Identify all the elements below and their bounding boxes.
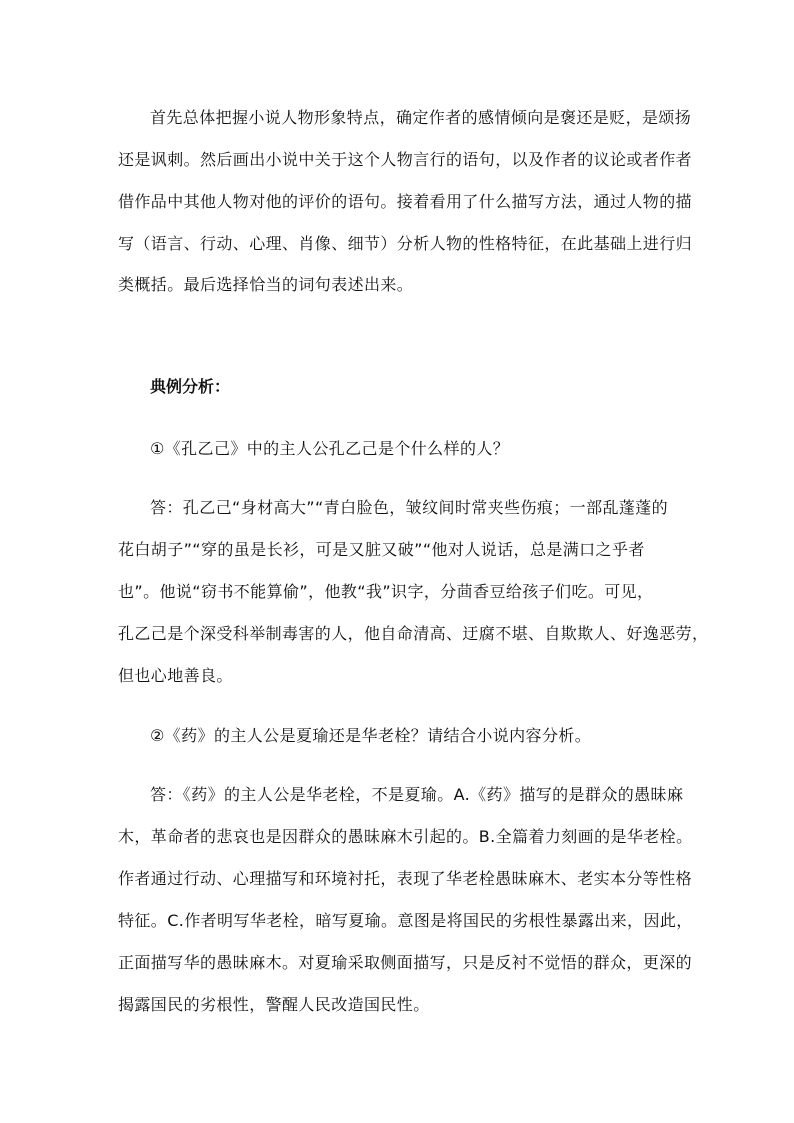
question-2: ②《药》的主人公是夏瑜还是华老栓？请结合小说内容分析。 xyxy=(150,726,592,745)
question-1: ①《孔乙己》中的主人公孔乙己是个什么样的人？ xyxy=(150,439,510,458)
intro-line: 写（语言、行动、心理、肖像、细节）分析人物的性格特征，在此基础上进行归 xyxy=(118,234,693,253)
answer-1-line: 答：孔乙己“身材高大”“青白脸色，皱纹间时常夹些伤痕；一部乱蓬蓬的 xyxy=(150,498,669,517)
intro-line: 还是讽刺。然后画出小说中关于这个人物言行的语句，以及作者的议论或者作者 xyxy=(118,150,693,169)
answer-1-line: 但也心地善良。 xyxy=(118,666,233,685)
answer-2-line: 正面描写华的愚昧麻木。对夏瑜采取侧面描写，只是反衬不觉悟的群众，更深的 xyxy=(118,953,693,972)
answer-2-line: 揭露国民的劣根性，警醒人民改造国民性。 xyxy=(118,995,430,1014)
answer-1-line: 孔乙己是个深受科举制毒害的人，他自命清高、迂腐不堪、自欺欺人、好逸恶劳， xyxy=(118,624,709,643)
answer-1-line: 花白胡子”“穿的虽是长衫，可是又脏又破”“他对人说话，总是满口之乎者 xyxy=(118,540,645,559)
answer-2-line: 特征。C.作者明写华老栓，暗写夏瑜。意图是将国民的劣根性暴露出来，因此， xyxy=(118,911,693,930)
answer-2-line: 木，革命者的悲哀也是因群众的愚昧麻木引起的。B.全篇着力刻画的是华老栓。 xyxy=(118,827,693,846)
section-heading: 典例分析： xyxy=(150,377,231,396)
intro-line: 类概括。最后选择恰当的词句表述出来。 xyxy=(118,275,414,294)
intro-line: 首先总体把握小说人物形象特点，确定作者的感情倾向是褒还是贬，是颂扬 xyxy=(150,108,692,127)
answer-2-line: 作者通过行动、心理描写和环境衬托，表现了华老栓愚昧麻木、老实本分等性格 xyxy=(118,869,693,888)
answer-2-line: 答：《药》的主人公是华老栓，不是夏瑜。A.《药》描写的是群众的愚昧麻 xyxy=(150,785,684,804)
answer-1-line: 也”。他说“窃书不能算偷”，他教“我”识字，分茴香豆给孩子们吃。可见， xyxy=(118,582,654,601)
intro-line: 借作品中其他人物对他的评价的语句。接着看用了什么描写方法，通过人物的描 xyxy=(118,192,693,211)
